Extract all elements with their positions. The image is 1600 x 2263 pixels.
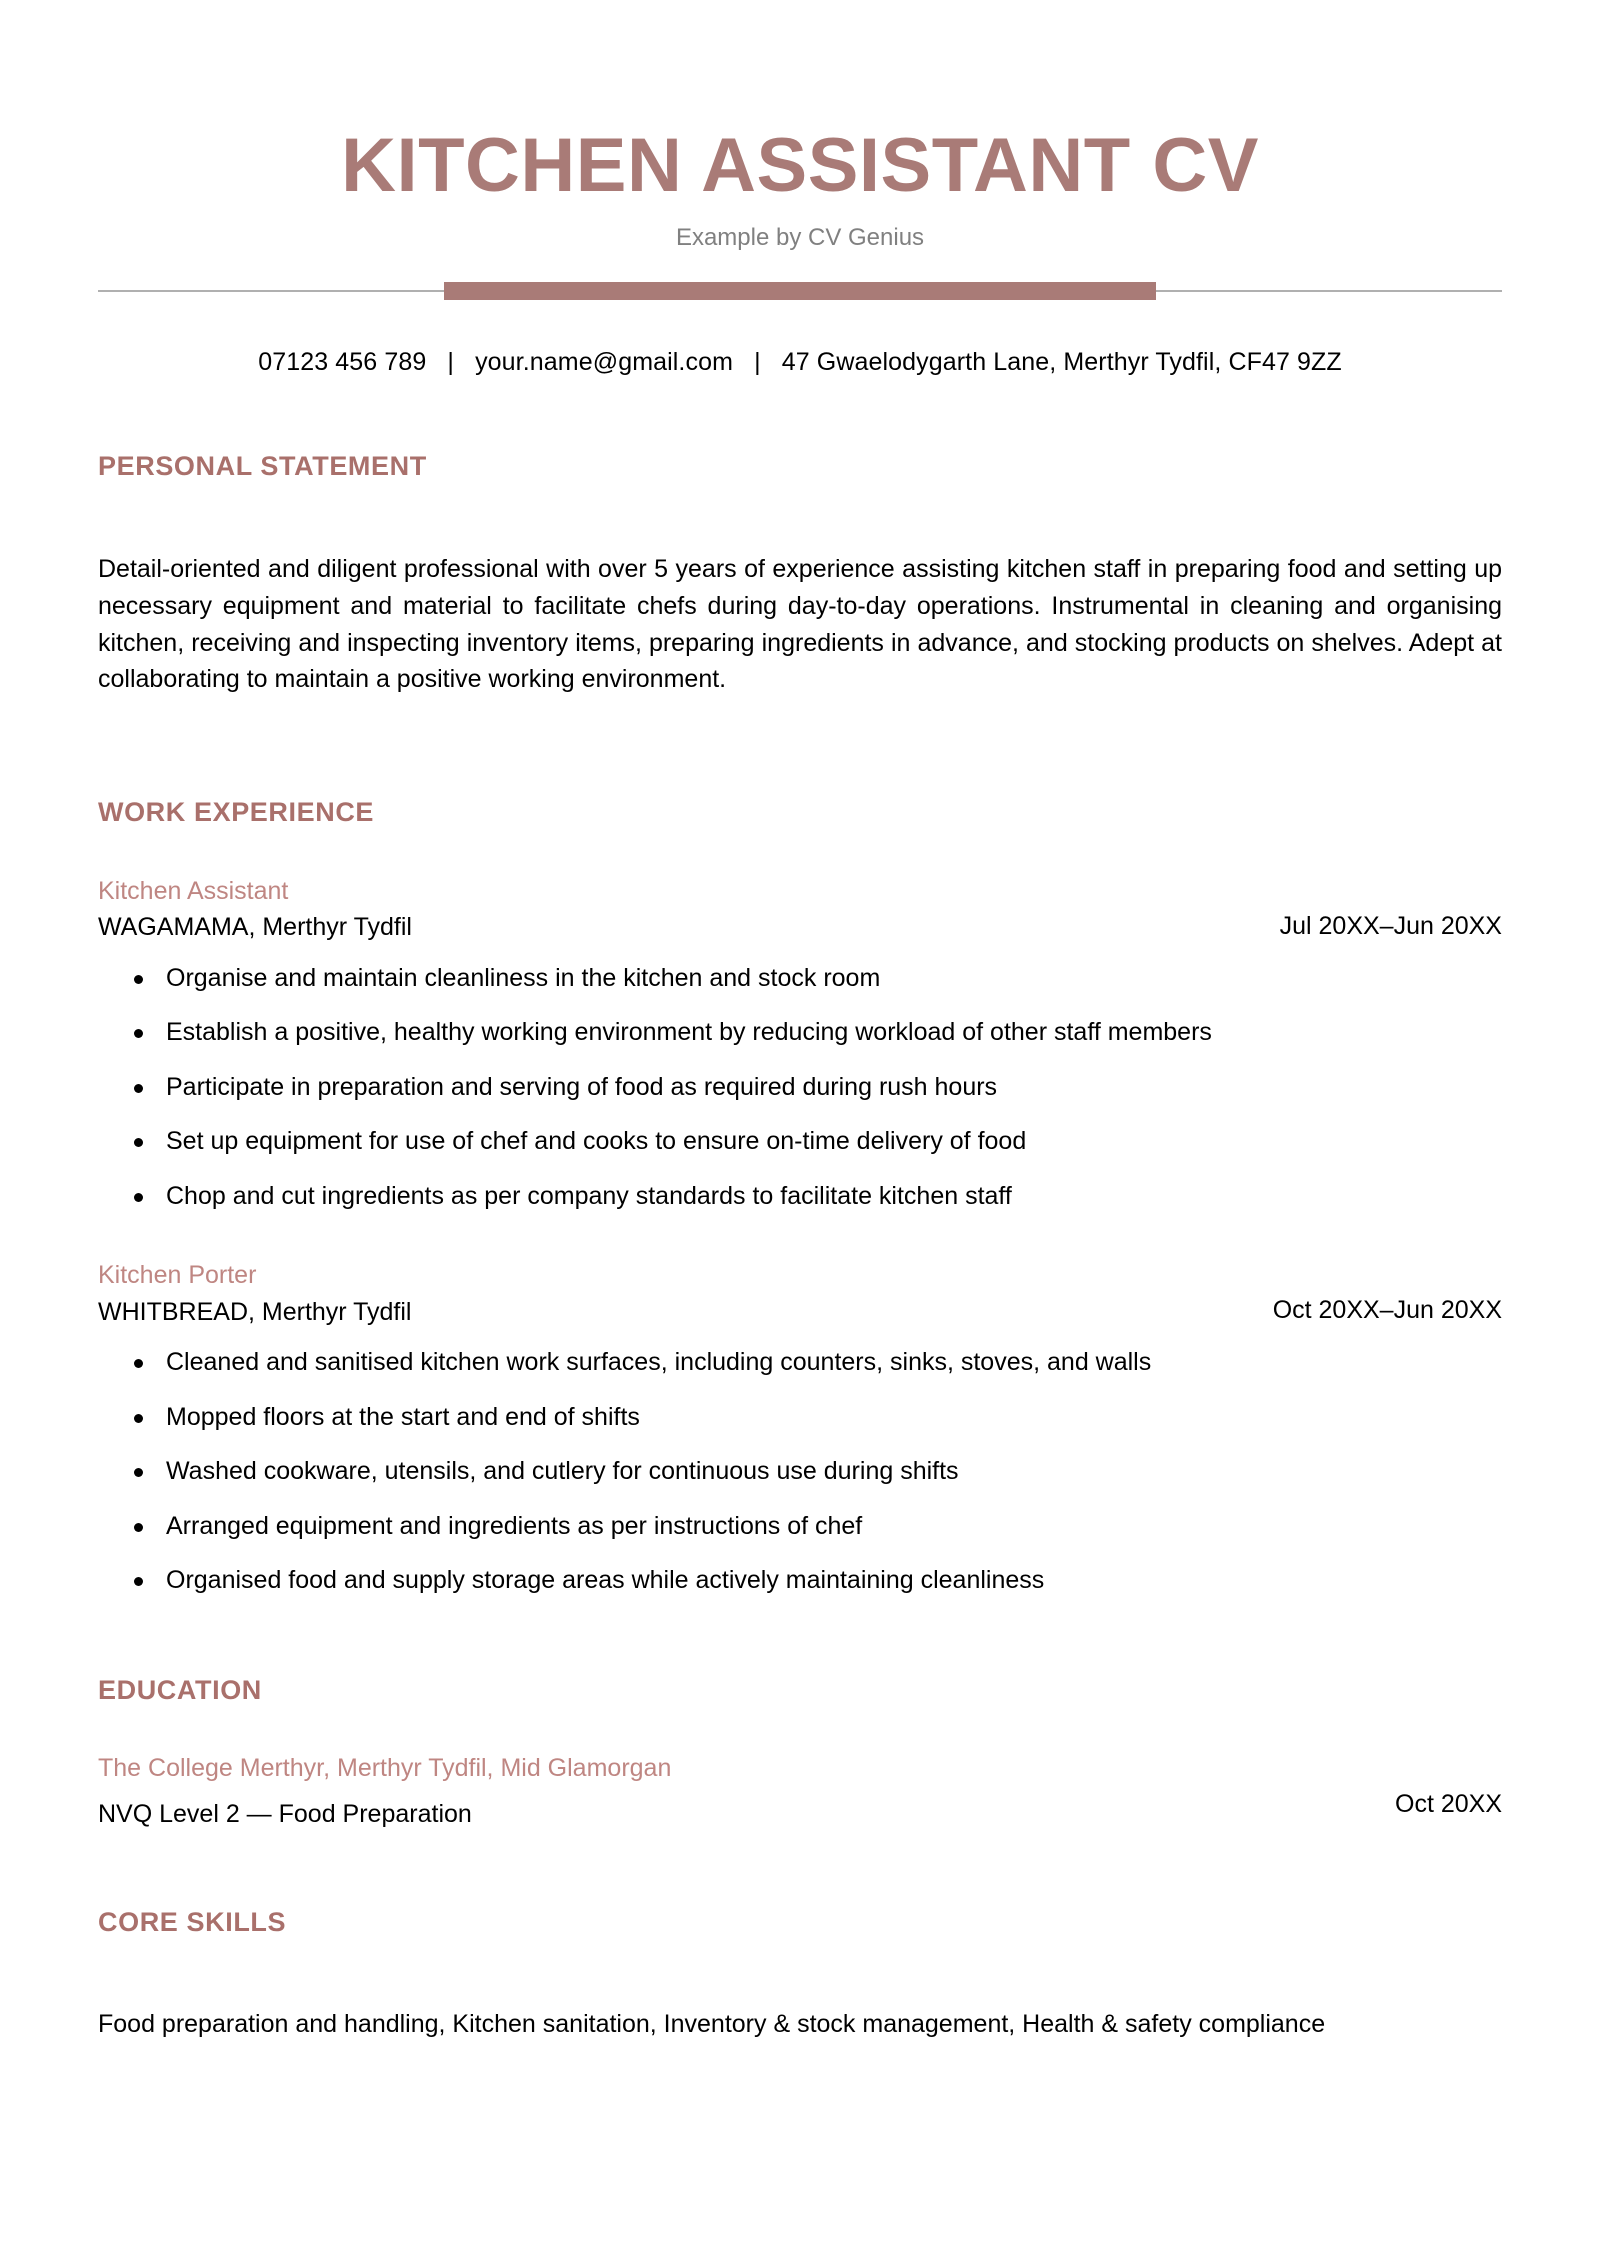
list-item: Chop and cut ingredients as per company standards to facilitate kitchen staff bbox=[98, 1180, 1502, 1213]
job-title: Kitchen Assistant bbox=[98, 877, 289, 905]
job-date: Jul 20XX–Jun 20XX bbox=[1279, 912, 1502, 940]
section-work-experience bbox=[98, 723, 1502, 1597]
list-item: Establish a positive, healthy working environment by reducing workload of other staff members bbox=[98, 1016, 1502, 1049]
page-subtitle: Example by CV Genius bbox=[675, 224, 925, 251]
personal-statement-body: Detail-oriented and diligent professional with over 5 years of experience assisting kitchen staff in preparing food and setting up necessary equipment and material to facilitate chefs during day-to-day operations. Instrumental in cleaning and organising kitchen, receiving and inspecting inventory items, preparing ingredients in advance, and stocking products on shelves. Adept at collaborating to maintain a positive working environment. bbox=[98, 555, 1502, 694]
contact-separator-2: | bbox=[754, 348, 761, 376]
contact-phone: 07123 456 789 bbox=[258, 348, 427, 376]
work-entry bbox=[98, 828, 1502, 1212]
list-item: Cleaned and sanitised kitchen work surfaces, including counters, sinks, stoves, and walls bbox=[98, 1346, 1502, 1379]
list-item: Organised food and supply storage areas while actively maintaining cleanliness bbox=[98, 1564, 1502, 1597]
section-heading-work-experience: WORK EXPERIENCE bbox=[98, 797, 375, 827]
section-core-skills bbox=[98, 1831, 1502, 2043]
education-date: Oct 20XX bbox=[1395, 1789, 1502, 1818]
work-entry bbox=[98, 1212, 1502, 1596]
section-heading-core-skills: CORE SKILLS bbox=[98, 1906, 287, 1937]
education-school: The College Merthyr, Merthyr Tydfil, Mid Glamorgan bbox=[98, 1753, 672, 1782]
cv-content-column bbox=[98, 0, 1502, 2067]
contact-info bbox=[98, 304, 1502, 377]
contact-email: your.name@gmail.com bbox=[475, 348, 734, 376]
job-bullet-list bbox=[98, 944, 1502, 1213]
page-title: KITCHEN ASSISTANT CV bbox=[341, 123, 1259, 208]
education-entry-left bbox=[98, 1752, 1395, 1831]
education-entry bbox=[98, 1706, 1502, 1831]
education-degree: NVQ Level 2 — Food Preparation bbox=[98, 1800, 472, 1828]
job-company: WHITBREAD, Merthyr Tydfil bbox=[98, 1297, 412, 1326]
job-bullet-list bbox=[98, 1328, 1502, 1597]
work-entry-header bbox=[98, 1260, 1502, 1328]
header-divider bbox=[98, 278, 1502, 304]
work-entry-header bbox=[98, 876, 1502, 944]
section-heading-education: EDUCATION bbox=[98, 1674, 262, 1705]
cv-header bbox=[98, 0, 1502, 252]
work-entry-left bbox=[98, 876, 1280, 944]
section-personal-statement bbox=[98, 377, 1502, 698]
list-item: Mopped floors at the start and end of shifts bbox=[98, 1401, 1502, 1434]
section-education bbox=[98, 1597, 1502, 1831]
job-title: Kitchen Porter bbox=[98, 1261, 257, 1290]
list-item: Washed cookware, utensils, and cutlery for continuous use during shifts bbox=[98, 1455, 1502, 1488]
list-item: Set up equipment for use of chef and cooks to ensure on-time delivery of food bbox=[98, 1125, 1502, 1158]
list-item: Arranged equipment and ingredients as per instructions of chef bbox=[98, 1510, 1502, 1543]
work-entry-left bbox=[98, 1260, 1273, 1328]
list-item: Organise and maintain cleanliness in the kitchen and stock room bbox=[98, 962, 1502, 995]
list-item: Participate in preparation and serving of food as required during rush hours bbox=[98, 1071, 1502, 1104]
divider-accent-bar bbox=[444, 282, 1156, 300]
job-date: Oct 20XX–Jun 20XX bbox=[1272, 1296, 1502, 1325]
contact-address: 47 Gwaelodygarth Lane, Merthyr Tydfil, CF47 9ZZ bbox=[781, 348, 1342, 376]
job-company: WAGAMAMA, Merthyr Tydfil bbox=[98, 913, 412, 942]
core-skills-body: Food preparation and handling, Kitchen sanitation, Inventory & stock management, Health & safety compliance bbox=[98, 2009, 1326, 2038]
section-heading-personal-statement: PERSONAL STATEMENT bbox=[98, 451, 427, 481]
contact-separator-1: | bbox=[447, 348, 455, 376]
